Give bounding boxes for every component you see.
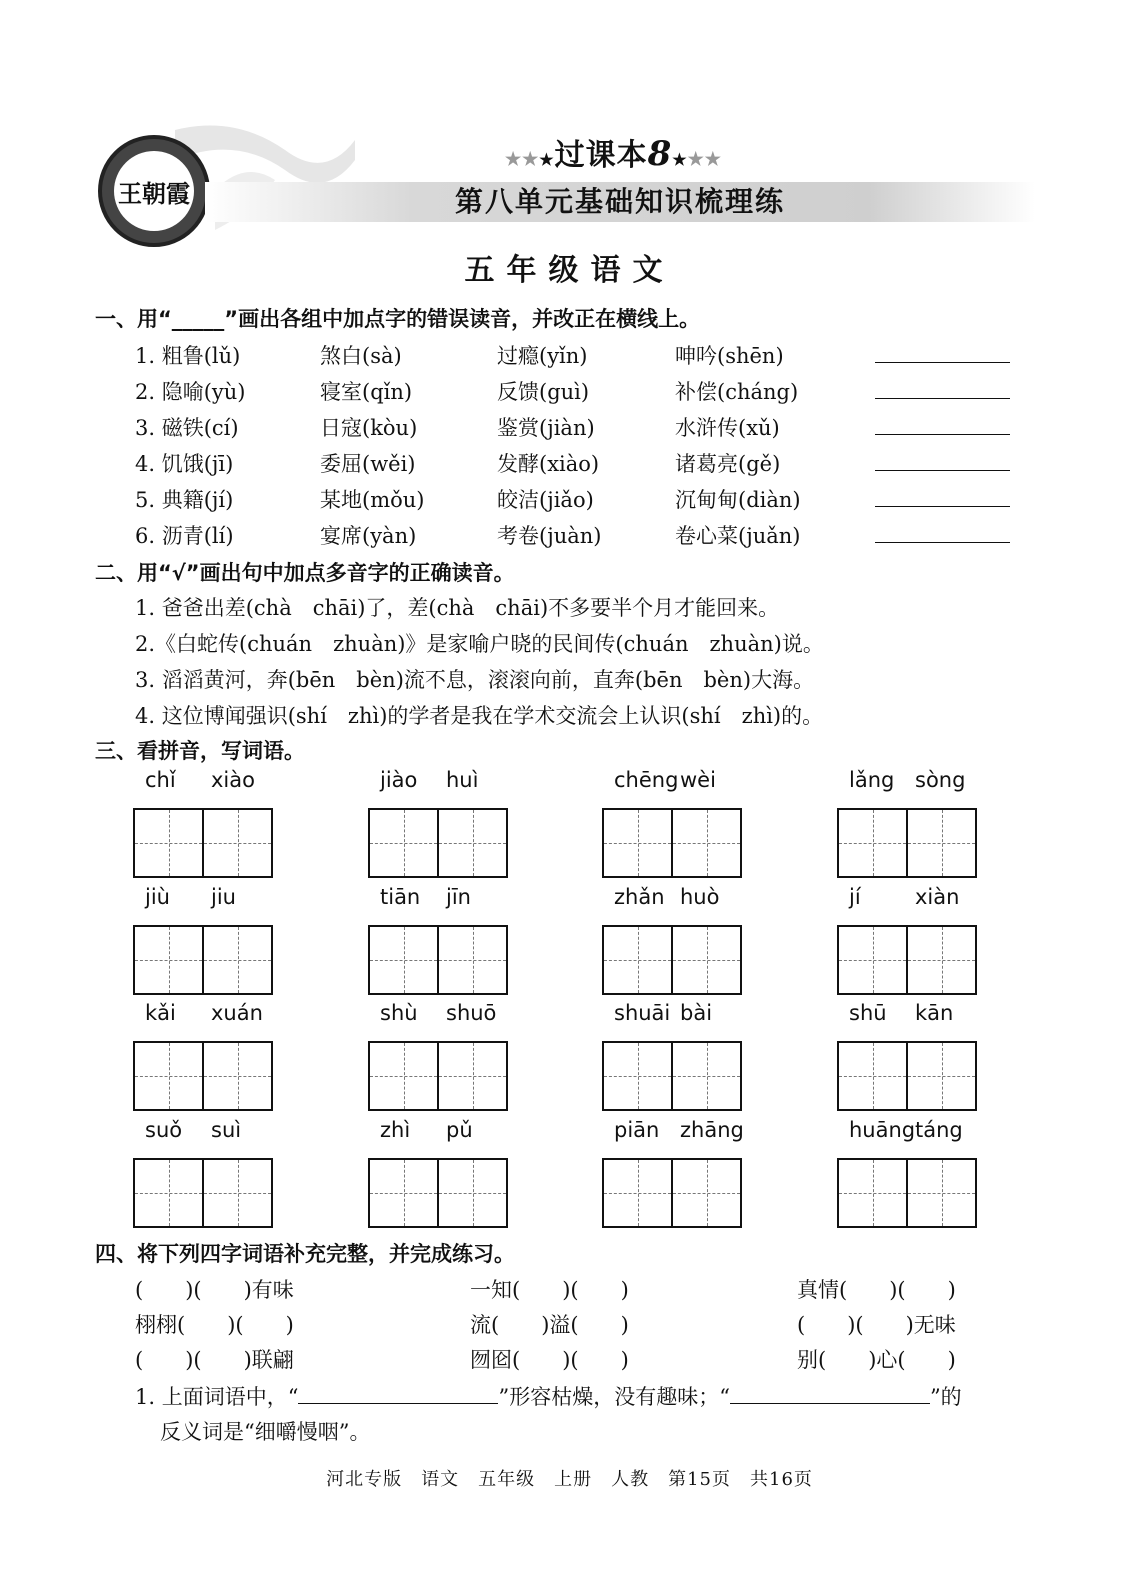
writing-cell[interactable]: [439, 810, 506, 876]
sec1-word: 6. 沥青(lí): [135, 524, 234, 548]
writing-cell[interactable]: [204, 927, 271, 993]
sec1-word: 寝室(qǐn): [320, 380, 413, 404]
writing-cell[interactable]: [439, 1160, 506, 1226]
sec2-line-4: 4. 这位博闻强识(shí zhì)的学者是我在学术交流会上认识(shí zhì)的。: [135, 704, 824, 728]
writing-cell[interactable]: [439, 1043, 506, 1109]
writing-cell[interactable]: [839, 1160, 908, 1226]
pinyin-syllable: sòng: [915, 768, 966, 792]
sec1-word: 4. 饥饿(jī): [135, 452, 234, 476]
writing-cell[interactable]: [673, 1043, 740, 1109]
writing-box[interactable]: [368, 1041, 508, 1111]
sec1-row: [135, 520, 1035, 556]
sec1-word: 宴席(yàn): [320, 524, 417, 548]
section-2-heading: 二、用“√”画出句中加点多音字的正确读音。: [95, 561, 515, 585]
writing-cell[interactable]: [370, 810, 439, 876]
pinyin-syllable: jiù: [145, 885, 170, 909]
pinyin-syllable: xiào: [211, 768, 255, 792]
idiom-item[interactable]: 栩栩( )( ): [135, 1313, 294, 1337]
writing-cell[interactable]: [204, 1160, 271, 1226]
writing-cell[interactable]: [673, 810, 740, 876]
writing-cell[interactable]: [673, 1160, 740, 1226]
sec2-line-3: 3. 滔滔黄河，奔(bēn bèn)流不息，滚滚向前，直奔(bēn bèn)大海。: [135, 668, 815, 692]
answer-blank[interactable]: [875, 520, 1010, 543]
writing-box[interactable]: [837, 1041, 977, 1111]
writing-box[interactable]: [133, 1041, 273, 1111]
series-number: 8: [647, 134, 673, 174]
answer-blank[interactable]: [875, 484, 1010, 507]
pinyin-syllable: shù: [380, 1001, 418, 1025]
writing-box[interactable]: [837, 808, 977, 878]
pinyin-syllable: pǔ: [446, 1118, 473, 1142]
writing-cell[interactable]: [204, 1043, 271, 1109]
idiom-item[interactable]: ( )( )无味: [797, 1313, 956, 1337]
pinyin-syllable: suǒ: [145, 1118, 183, 1142]
pinyin-syllable: xuán: [211, 1001, 263, 1025]
idiom-item[interactable]: 真情( )( ): [797, 1278, 956, 1302]
sec1-row: [135, 376, 1035, 412]
pinyin-syllable: huāng: [849, 1118, 916, 1142]
series-prefix: 过课本: [554, 138, 648, 173]
sec1-word: 3. 磁铁(cí): [135, 416, 239, 440]
writing-cell[interactable]: [135, 1043, 204, 1109]
writing-box[interactable]: [133, 925, 273, 995]
pinyin-syllable: chēng: [614, 768, 679, 792]
pinyin-syllable: jīn: [446, 885, 471, 909]
sec1-word: 发酵(xiào): [497, 452, 600, 476]
writing-cell[interactable]: [135, 810, 204, 876]
sec1-word: 日寇(kòu): [320, 416, 418, 440]
sec1-word: 某地(mǒu): [320, 488, 425, 512]
pinyin-syllable: jí: [849, 885, 861, 909]
pinyin-syllable: bài: [680, 1001, 713, 1025]
sec2-line-2: 2.《白蛇传(chuán zhuàn)》是家喻户晓的民间传(chuán zhuàn)说。: [135, 632, 824, 656]
pinyin-syllable: jiào: [380, 768, 418, 792]
page-footer: 河北专版 语文 五年级 上册 人教 第15页 共16页: [326, 1469, 813, 1490]
writing-box[interactable]: [133, 808, 273, 878]
pinyin-syllable: shuō: [446, 1001, 497, 1025]
pinyin-syllable: kǎi: [145, 1001, 176, 1025]
writing-cell[interactable]: [908, 1160, 975, 1226]
writing-box[interactable]: [133, 1158, 273, 1228]
sec1-word: 皎洁(jiǎo): [497, 488, 594, 512]
writing-cell[interactable]: [673, 927, 740, 993]
idiom-item[interactable]: 流( )溢( ): [470, 1313, 629, 1337]
pinyin-syllable: huò: [680, 885, 720, 909]
page-subtitle: 五年级语文: [464, 253, 675, 288]
q1-text-a: 1. 上面词语中，“: [135, 1385, 299, 1409]
idiom-item[interactable]: ( )( )联翩: [135, 1348, 294, 1372]
writing-cell[interactable]: [604, 927, 673, 993]
pinyin-syllable: suì: [211, 1118, 242, 1142]
sec1-word: 考卷(juàn): [497, 524, 602, 548]
writing-box[interactable]: [368, 925, 508, 995]
sec1-word: 鉴赏(jiàn): [497, 416, 595, 440]
writing-cell[interactable]: [370, 1160, 439, 1226]
sec1-row: [135, 484, 1035, 520]
writing-cell[interactable]: [439, 927, 506, 993]
writing-cell[interactable]: [604, 1160, 673, 1226]
sec1-word: 5. 典籍(jí): [135, 488, 234, 512]
sec1-word: 1. 粗鲁(lǔ): [135, 344, 241, 368]
pinyin-syllable: chǐ: [145, 768, 176, 792]
writing-cell[interactable]: [839, 1043, 908, 1109]
pinyin-syllable: kān: [915, 1001, 954, 1025]
idiom-item[interactable]: ( )( )有味: [135, 1278, 294, 1302]
pinyin-syllable: wèi: [680, 768, 716, 792]
q1-text-b: ”形容枯燥，没有趣味；“: [498, 1385, 730, 1409]
sec1-word: 水浒传(xǔ): [675, 416, 780, 440]
sec1-word: 反馈(guì): [497, 380, 590, 404]
pinyin-syllable: piān: [614, 1118, 660, 1142]
writing-cell[interactable]: [135, 927, 204, 993]
idiom-item[interactable]: 一知( )( ): [470, 1278, 629, 1302]
page-title: 第八单元基础知识梳理练: [454, 185, 785, 218]
idiom-item[interactable]: 别( )心( ): [797, 1348, 956, 1372]
writing-cell[interactable]: [908, 927, 975, 993]
pinyin-syllable: táng: [915, 1118, 963, 1142]
writing-cell[interactable]: [370, 1043, 439, 1109]
writing-cell[interactable]: [908, 810, 975, 876]
sec1-row: [135, 448, 1035, 484]
sec4-question-1: [135, 1381, 962, 1411]
sec2-line-1: 1. 爸爸出差(chà chāi)了，差(chà chāi)不多要半个月才能回来。: [135, 596, 780, 620]
sec1-word: 煞白(sà): [320, 344, 402, 368]
sec1-word: 补偿(cháng): [675, 380, 799, 404]
writing-box[interactable]: [837, 1158, 977, 1228]
brand-logo: [98, 135, 210, 247]
writing-cell[interactable]: [839, 927, 908, 993]
q1-blank-2[interactable]: [730, 1383, 930, 1404]
pinyin-syllable: zhì: [380, 1118, 411, 1142]
sec1-word: 2. 隐喻(yù): [135, 380, 246, 404]
writing-box[interactable]: [602, 1158, 742, 1228]
writing-cell[interactable]: [370, 927, 439, 993]
q1-blank-1[interactable]: [298, 1383, 498, 1404]
pinyin-syllable: jiu: [211, 885, 236, 909]
answer-blank[interactable]: [875, 376, 1010, 399]
writing-cell[interactable]: [839, 810, 908, 876]
sec1-word: 呻吟(shēn): [675, 344, 784, 368]
logo-text: 王朝霞: [114, 151, 194, 231]
answer-blank[interactable]: [875, 448, 1010, 471]
writing-cell[interactable]: [604, 1043, 673, 1109]
section-4-heading: 四、将下列四字词语补充完整，并完成练习。: [95, 1242, 515, 1266]
series-label: ★★★过课本8★★★: [505, 134, 722, 174]
sec1-row: [135, 340, 1035, 376]
writing-cell[interactable]: [135, 1160, 204, 1226]
writing-box[interactable]: [837, 925, 977, 995]
writing-box[interactable]: [368, 808, 508, 878]
q1-text-c: ”的: [929, 1385, 962, 1409]
sec1-word: 沉甸甸(diàn): [675, 488, 801, 512]
sec1-word: 过瘾(yǐn): [497, 344, 588, 368]
pinyin-syllable: tiān: [380, 885, 421, 909]
answer-blank[interactable]: [875, 340, 1010, 363]
sec4-question-1-line2: 反义词是“细嚼慢咽”。: [160, 1420, 371, 1444]
sec1-word: 委屈(wěi): [320, 452, 416, 476]
pinyin-syllable: xiàn: [915, 885, 960, 909]
pinyin-syllable: shuāi: [614, 1001, 671, 1025]
sec1-row: [135, 412, 1035, 448]
writing-box[interactable]: [368, 1158, 508, 1228]
pinyin-syllable: lǎng: [849, 768, 895, 792]
section-1-heading: 一、用“_____”画出各组中加点字的错误读音，并改正在横线上。: [95, 307, 701, 331]
pinyin-syllable: shū: [849, 1001, 887, 1025]
pinyin-syllable: zhǎn: [614, 885, 665, 909]
sec1-word: 卷心菜(juǎn): [675, 524, 801, 548]
pinyin-syllable: zhāng: [680, 1118, 744, 1142]
writing-cell[interactable]: [204, 810, 271, 876]
section-3-heading: 三、看拼音，写词语。: [95, 739, 305, 763]
writing-cell[interactable]: [604, 810, 673, 876]
sec1-word: 诸葛亮(gě): [675, 452, 781, 476]
writing-box[interactable]: [602, 1041, 742, 1111]
idiom-item[interactable]: 囫囵( )( ): [470, 1348, 629, 1372]
writing-box[interactable]: [602, 808, 742, 878]
writing-cell[interactable]: [908, 1043, 975, 1109]
answer-blank[interactable]: [875, 412, 1010, 435]
writing-box[interactable]: [602, 925, 742, 995]
pinyin-syllable: huì: [446, 768, 479, 792]
